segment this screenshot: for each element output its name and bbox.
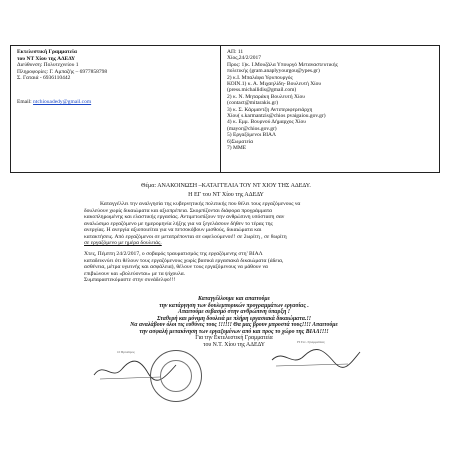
closing-line-1: Για την Εκτελεστική Γραμματεία	[195, 335, 273, 341]
paragraph-line: δουλεύουν χωρίς δικαιώματα και αξιοπρέπεια. Σκορπίζονται διάφορα προγράμματα	[84, 207, 273, 214]
recipient-line: 7) ΜΜΕ	[227, 145, 247, 152]
paragraph-line: Χτες, Πέμπτη 24/2/2017, ο σοβαρός τραυματισμός της εργαζόμενης στη' ΒΙΑΛ	[84, 251, 263, 257]
recipient-line: 5) Εργαζόμενοι ΒΙΑΛ	[227, 132, 277, 139]
recipient-line: πολιτικής (gram.anaplyyourgou@ypes.gr)	[227, 68, 320, 75]
signature-scribble-right	[268, 344, 363, 374]
signature-label-left: Ο Πρόεδρος	[117, 350, 135, 354]
recipient-line: Προς: 1)κ. Ι.Μουζάλα Υπουργό Μεταναστευτικής	[227, 61, 338, 68]
paragraph-line: σε εργαζόμενο με ημέρα δουλειάς.	[84, 240, 162, 246]
recipient-line: 2) κ. Ν. Μηταράκη Βουλευτή Χίου	[227, 93, 305, 100]
paragraph-line: Συμπαραστεκόμαστε στην συνάδελφο!!!	[84, 277, 176, 283]
sender-address: Διεύθυνση: Πολυτεχνείου 1	[17, 62, 79, 68]
recipient-line: 4) κ. Εμμ. Βουρνού Δήμαρχος Χίου	[227, 119, 306, 126]
header-divider	[220, 46, 221, 172]
paragraph-line: Καταγγέλλει την αναλγησία της κυβερνητικής πολιτικής που θέλει τους εργαζόμενους να	[100, 201, 301, 207]
recipient-line: 2) κ.Ι. Μπαλάφα Υφυπουργός	[227, 74, 293, 81]
demand-line: την ασφαλή μετακίνηση των εργαζομένων από και προς το χώρο της ΒΙΑΛ!!!!	[139, 328, 329, 335]
sender-info: Πληροφορίες: Γ. Αμπαζής – 6977858798	[17, 68, 108, 75]
paragraph-1	[84, 201, 376, 247]
email-label: Email:	[17, 99, 32, 105]
demand-line: την κατάργηση των δουλεμπορικών προγραμμάτων εργασίας .	[159, 302, 309, 309]
recipient-line: (mayor@chios.gov.gr)	[227, 125, 277, 132]
paragraph-line: καταδεικνύει ότι θέλουν τους εργαζόμενους χωρίς βασικά εργασιακά δικαιώματα (άδεια,	[84, 257, 284, 264]
recipient-line: (contact@mitarakis.gr)	[227, 100, 279, 107]
recipient-line: 6)Σωματεία	[227, 138, 254, 145]
demand-line: Απαιτούμε σεβασμό στην ανθρώπινη ύπαρξη !	[178, 309, 290, 315]
recipient-line: 3) κ. Σ. Κάρμαντζη Αντιπεριφερειάρχη	[227, 106, 313, 113]
paragraph-line: ανεργίας. Η ανεργία αξιοποιείται για να πετσοκόβουν μισθούς, δικαιώματα και	[84, 227, 262, 233]
email-link[interactable]: ntchiouadedy@gmail.com	[33, 99, 92, 105]
subject-line: Θέμα: ΑΝΑΚΟΙΝΩΣΗ –ΚΑΤΑΓΓΕΛΙΑ ΤΟΥ ΝΤ ΧΙΟΥ ΤΗΣ ΑΔΕΔΥ.	[141, 183, 311, 189]
demand-line: Καταγγέλλουμε και απαιτούμε	[198, 296, 270, 302]
demands-block	[74, 296, 394, 348]
paragraph-2	[84, 251, 376, 284]
header-table	[10, 45, 440, 173]
recipient-line: (press.michailidis@gmail.com)	[227, 87, 297, 94]
official-stamp	[150, 350, 202, 402]
sender-email-row	[17, 99, 91, 106]
sender-block	[17, 49, 215, 105]
paragraph-line: ασθένεια, μέτρα υγιεινής και ασφάλεια), θέλουν τους εργαζόμενους να μάθουν να	[84, 264, 268, 270]
demand-line: Να αναλάβουν όλοι τις ευθύνες τους !!!!!! Θα μας βρουν μπροστά τους!!!! Απαιτούμε	[130, 322, 338, 328]
recipient-line: Χίου( s.karmantzis@chios pvaigaiou.gov.gr)	[227, 113, 326, 120]
sender-org-line2: του ΝΤ Χίου της ΑΔΕΔΥ	[17, 55, 76, 62]
demand-line: Σταθερή και μόνιμη δουλειά με πλήρη εργασιακά δικαιώματα.!!	[156, 315, 312, 322]
paragraph-line: κακοπληρωμένης και ελαστικής εργασίας. Αντιμετωπίζουν την ανθρώπινη υπόσταση σαν	[84, 214, 285, 220]
recipients-block	[227, 49, 437, 152]
sender-contact: Σ. Γαταιά - 6936110442	[17, 75, 71, 81]
recipient-line: ΑΠ: 11	[227, 49, 244, 55]
signature-label-right: Η Γεν. Γραμματέας	[297, 340, 325, 344]
paragraph-line: επιβιώνουν και «βολεύονται» με τα ψίχουλα.	[84, 270, 186, 277]
paragraph-line: αναλώσιμο εργαζόμενο με ημερομηνία λήξης για να ξεγελάσουν δήθεν το τέρας της	[84, 220, 273, 227]
from-line: Η ΕΓ του ΝΤ Χίου της ΑΔΕΔΥ	[188, 192, 264, 198]
recipient-line: ΚΟΙΝ.1) κ. Α. Μιχαηλίδη- Βουλευτή Χίου	[227, 81, 322, 88]
recipient-line: Χίος,24/2/2017	[227, 55, 262, 62]
closing-line-2: του Ν.Τ. Χίου της ΑΔΕΔΥ	[203, 341, 265, 348]
sender-org-line1: Εκτελεστική Γραμματεία	[17, 49, 77, 55]
paragraph-line: κατακτήσεις. Από εργαζόμενοι σε μετατρέπονται σε ωφελούμενοι!! σε 2ωρίτη , σε 8ωρίτη	[84, 233, 287, 240]
